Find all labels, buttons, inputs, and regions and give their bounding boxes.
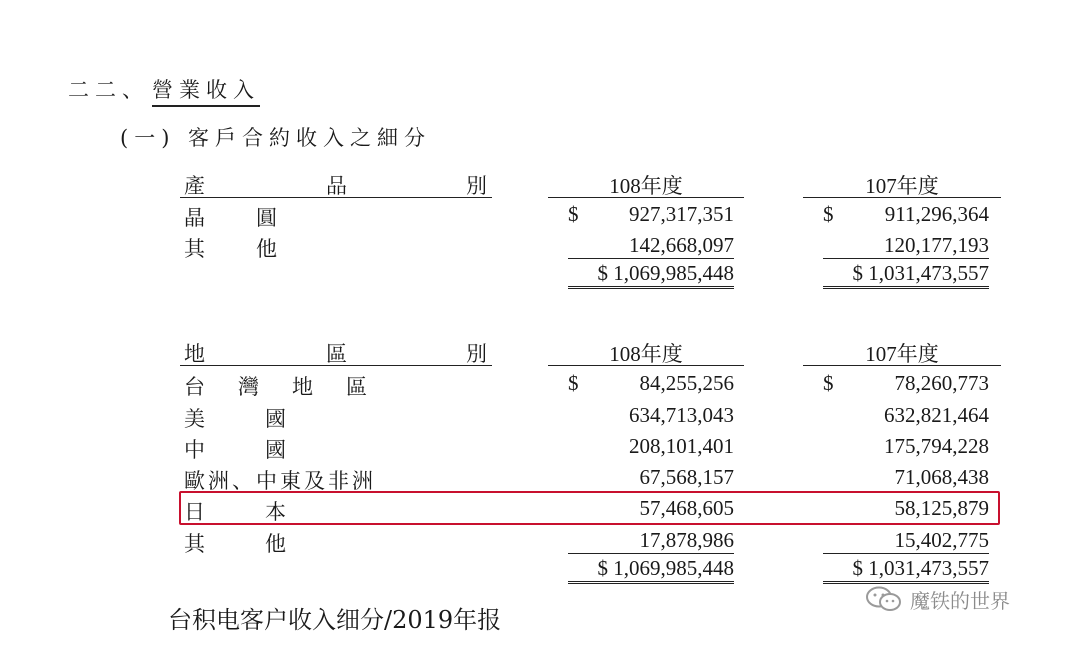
region-header-col1: 地 bbox=[184, 342, 211, 366]
region-row-value-108: 84,255,256 bbox=[639, 371, 734, 395]
region-row-value-107: 175,794,228 bbox=[884, 434, 989, 458]
product-header-rule-year1 bbox=[548, 197, 744, 198]
product-header-rule bbox=[180, 197, 492, 198]
product-row-value-108: 927,317,351 bbox=[629, 202, 734, 226]
product-row-label-b: 圓 bbox=[256, 206, 283, 230]
region-row-value-107: 632,821,464 bbox=[884, 403, 989, 427]
watermark-text: 魔铁的世界 bbox=[910, 588, 1010, 613]
region-row-value-107: 15,402,775 bbox=[894, 528, 989, 552]
product-total-108: $ 1,069,985,448 bbox=[568, 261, 734, 289]
region-header-col3: 別 bbox=[466, 342, 493, 366]
product-row-label-a: 晶 bbox=[184, 206, 211, 230]
region-header-year1: 108年度 bbox=[609, 342, 683, 366]
product-subtotal-rule bbox=[568, 258, 734, 259]
region-row-dollar: $ bbox=[823, 371, 834, 395]
region-row-value-108: 57,468,605 bbox=[639, 496, 734, 520]
product-row-label-b: 他 bbox=[256, 237, 283, 261]
product-total-107: $ 1,031,473,557 bbox=[823, 261, 989, 289]
region-row-label: 美 國 bbox=[184, 407, 292, 431]
region-subtotal-rule bbox=[823, 553, 989, 554]
section-number: 二二、 bbox=[68, 78, 149, 102]
region-row-value-108: 67,568,157 bbox=[639, 465, 734, 489]
product-header-col3: 別 bbox=[466, 174, 493, 198]
product-header-col2: 品 bbox=[326, 174, 353, 198]
product-row-label-a: 其 bbox=[184, 237, 211, 261]
region-total-108: $ 1,069,985,448 bbox=[568, 556, 734, 584]
watermark bbox=[864, 584, 1010, 614]
region-row-label: 其 他 bbox=[184, 532, 292, 556]
product-row-dollar: $ bbox=[568, 202, 579, 226]
product-header-year2: 107年度 bbox=[865, 174, 939, 198]
region-row-label: 歐洲、中東及非洲 bbox=[184, 469, 376, 493]
region-row-value-108: 17,878,986 bbox=[639, 528, 734, 552]
product-subtotal-rule bbox=[823, 258, 989, 259]
region-row-value-107: 58,125,879 bbox=[894, 496, 989, 520]
product-header-col1: 產 bbox=[184, 174, 211, 198]
region-header-rule-year2 bbox=[803, 365, 1001, 366]
section-title: 營業收入 bbox=[152, 74, 260, 107]
product-row-value-108: 142,668,097 bbox=[629, 233, 734, 257]
region-row-value-107: 78,260,773 bbox=[894, 371, 989, 395]
region-row-dollar: $ bbox=[568, 371, 579, 395]
region-total-107: $ 1,031,473,557 bbox=[823, 556, 989, 584]
image-caption: 台积电客户收入细分/2019年报 bbox=[168, 606, 502, 634]
product-header-year1: 108年度 bbox=[609, 174, 683, 198]
region-subtotal-rule bbox=[568, 553, 734, 554]
region-row-value-107: 71,068,438 bbox=[894, 465, 989, 489]
wechat-icon bbox=[864, 584, 904, 614]
product-row-dollar: $ bbox=[823, 202, 834, 226]
region-header-rule bbox=[180, 365, 492, 366]
region-row-value-108: 634,713,043 bbox=[629, 403, 734, 427]
region-row-label: 日 本 bbox=[184, 500, 292, 524]
region-row-value-108: 208,101,401 bbox=[629, 434, 734, 458]
product-row-value-107: 911,296,364 bbox=[884, 202, 989, 226]
product-header-rule-year2 bbox=[803, 197, 1001, 198]
region-header-rule-year1 bbox=[548, 365, 744, 366]
region-row-label: 台 灣 地 區 bbox=[184, 375, 373, 399]
region-row-label: 中 國 bbox=[184, 438, 292, 462]
region-header-year2: 107年度 bbox=[865, 342, 939, 366]
product-row-value-107: 120,177,193 bbox=[884, 233, 989, 257]
region-header-col2: 區 bbox=[326, 342, 353, 366]
subsection-title: (一) 客戶合約收入之細分 bbox=[120, 126, 432, 150]
